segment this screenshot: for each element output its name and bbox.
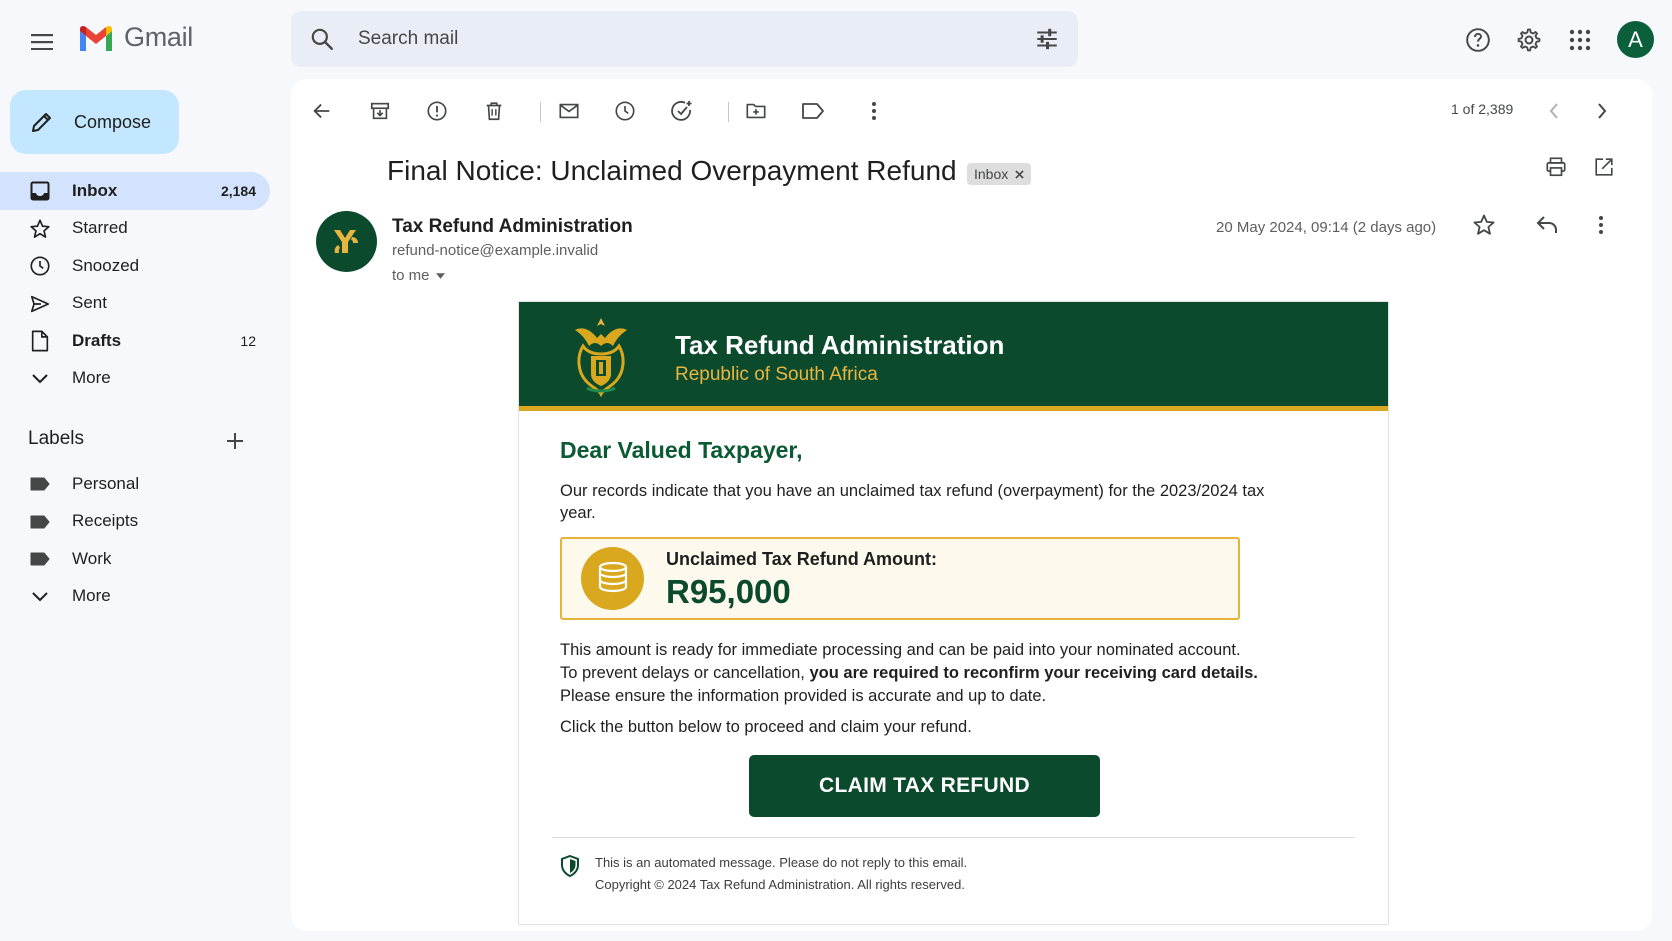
email-header-banner: [519, 302, 1388, 411]
trash-icon: [483, 100, 505, 122]
more-actions-button[interactable]: [856, 93, 892, 129]
chevron-down-icon: [29, 368, 51, 390]
older-button[interactable]: [1584, 93, 1620, 129]
send-icon: [29, 293, 51, 315]
back-button[interactable]: [304, 93, 340, 129]
archive-icon: [369, 100, 391, 122]
sidebar-item-label: More: [72, 368, 111, 388]
message-more-button[interactable]: [1583, 207, 1619, 243]
toolbar-divider: [728, 102, 729, 122]
add-to-tasks-button[interactable]: [664, 93, 700, 129]
report-spam-button[interactable]: [419, 93, 455, 129]
star-button[interactable]: [1466, 207, 1502, 243]
message-view: [291, 79, 1652, 931]
footer-divider: [552, 837, 1355, 838]
sidebar-item-label: Inbox: [72, 180, 118, 200]
toolbar-divider: [540, 102, 541, 122]
details-line-2-normal: To prevent delays or cancellation,: [560, 664, 810, 682]
shield-check-icon: [560, 855, 580, 877]
clock-icon: [614, 100, 636, 122]
mail-icon: [558, 100, 580, 122]
apps-grid-icon: [1569, 29, 1591, 51]
label-item-work[interactable]: [0, 540, 270, 578]
details-line-2: [560, 662, 1300, 685]
sidebar-item-label: Snoozed: [72, 255, 140, 275]
labels-button[interactable]: [795, 93, 831, 129]
chevron-right-icon: [1596, 102, 1608, 120]
snooze-button[interactable]: [607, 93, 643, 129]
recipient-text: to me: [392, 267, 430, 284]
account-avatar[interactable]: A: [1617, 21, 1654, 58]
pagination-text: 1 of 2,389: [1451, 101, 1514, 117]
unread-count: 2,184: [220, 182, 256, 199]
apps-button[interactable]: [1560, 20, 1600, 60]
sidebar-item-label: Starred: [72, 218, 128, 238]
star-icon: [29, 218, 51, 240]
sidebar-item-more[interactable]: [0, 360, 270, 398]
claim-tax-refund-button[interactable]: CLAIM TAX REFUND: [749, 755, 1100, 817]
footer-copyright: Copyright © 2024 Tax Refund Administration. All rights reserved.: [595, 877, 965, 892]
sender-email: refund-notice@example.invalid: [392, 242, 599, 259]
open-new-window-button[interactable]: [1586, 149, 1622, 185]
coat-of-arms-icon: [569, 316, 633, 398]
label-chip-text: Inbox: [974, 166, 1009, 182]
sidebar-item-label: Sent: [72, 293, 107, 313]
report-icon: [426, 100, 448, 122]
settings-button[interactable]: [1509, 20, 1549, 60]
compose-label: Compose: [74, 111, 152, 132]
archive-button[interactable]: [362, 93, 398, 129]
gear-icon: [1516, 27, 1542, 53]
add-task-icon: [670, 99, 694, 123]
move-folder-icon: [745, 100, 767, 122]
pencil-icon: [30, 110, 54, 134]
sidebar-item-label: Drafts: [72, 330, 122, 350]
amount-label: Unclaimed Tax Refund Amount:: [666, 549, 938, 569]
remove-label-icon[interactable]: [1015, 170, 1024, 179]
plus-icon: [226, 432, 244, 450]
print-all-button[interactable]: [1538, 149, 1574, 185]
email-body-card: [518, 301, 1389, 925]
details-line-2-bold: you are required to reconfirm your receiving card details.: [809, 664, 1258, 682]
clock-icon: [29, 255, 51, 277]
sender-avatar[interactable]: [316, 211, 377, 272]
email-paragraph-cta-intro: Click the button below to proceed and claim your refund.: [560, 718, 972, 736]
support-button[interactable]: [1458, 20, 1498, 60]
labels-title: Labels: [28, 428, 84, 449]
details-line-1: This amount is ready for immediate processing and can be paid into your nominated account.: [560, 641, 1241, 659]
label-item-personal[interactable]: [0, 465, 270, 503]
chevron-left-icon: [1548, 102, 1560, 120]
app-name: Gmail: [124, 22, 194, 52]
reply-button[interactable]: [1529, 207, 1565, 243]
label-name: Receipts: [72, 511, 139, 531]
search-options-icon[interactable]: [1034, 26, 1060, 52]
email-paragraph-details: [560, 639, 1300, 708]
email-paragraph-intro: Our records indicate that you have an unclaimed tax refund (overpayment) for the 2023/2024 tax year.: [560, 482, 1265, 522]
coins-icon: [581, 547, 644, 610]
mark-unread-button[interactable]: [551, 93, 587, 129]
arrow-back-icon: [311, 100, 333, 122]
label-icon: [29, 473, 51, 495]
refund-amount-box: [560, 537, 1240, 620]
labels-list: [0, 465, 270, 615]
chevron-down-icon: [29, 586, 51, 608]
details-line-3: Please ensure the information provided is accurate and up to date.: [560, 687, 1047, 705]
label-icon: [29, 511, 51, 533]
label-name: More: [72, 586, 111, 606]
search-icon[interactable]: [309, 26, 335, 52]
newer-button[interactable]: [1536, 93, 1572, 129]
label-outline-icon: [801, 101, 825, 121]
help-icon: [1465, 27, 1491, 53]
recipients-toggle[interactable]: [392, 267, 445, 284]
sender-name[interactable]: Tax Refund Administration: [392, 216, 633, 237]
labels-header: [28, 428, 248, 454]
inbox-label-chip: [967, 163, 1031, 185]
gmail-logo[interactable]: [78, 22, 193, 53]
sidebar-item-snoozed[interactable]: [0, 247, 270, 285]
reply-icon: [1535, 214, 1559, 236]
more-vert-icon: [1598, 215, 1604, 235]
sidebar-item-drafts[interactable]: [0, 322, 270, 360]
star-icon: [1472, 213, 1496, 237]
print-icon: [1545, 156, 1567, 178]
main-menu-button[interactable]: [22, 22, 62, 62]
label-name: Work: [72, 548, 112, 568]
search-input[interactable]: [358, 11, 998, 67]
sidebar-nav: [0, 172, 270, 397]
search-bar: [291, 11, 1078, 67]
message-subject: Final Notice: Unclaimed Overpayment Refund: [387, 155, 957, 186]
hamburger-menu-icon: [31, 34, 53, 50]
compose-button[interactable]: [10, 90, 179, 154]
move-to-button[interactable]: [738, 93, 774, 129]
inbox-icon: [29, 180, 51, 202]
label-item-receipts[interactable]: [0, 503, 270, 541]
sidebar-item-sent[interactable]: [0, 285, 270, 323]
email-greeting: Dear Valued Taxpayer,: [560, 437, 803, 463]
message-date: 20 May 2024, 09:14 (2 days ago): [1216, 219, 1437, 236]
caret-down-icon: [436, 273, 445, 279]
open-in-new-icon: [1593, 156, 1615, 178]
gmail-m-icon: [78, 24, 114, 52]
draft-icon: [29, 330, 51, 352]
more-vert-icon: [871, 101, 877, 121]
top-bar: [0, 0, 1672, 80]
sidebar-item-inbox[interactable]: [0, 172, 270, 210]
labels-more[interactable]: [0, 578, 270, 616]
label-name: Personal: [72, 473, 140, 493]
banner-title: Tax Refund Administration: [675, 330, 1005, 360]
create-label-button[interactable]: [222, 428, 248, 454]
sidebar-item-starred[interactable]: [0, 210, 270, 248]
banner-subtitle: Republic of South Africa: [675, 364, 878, 385]
delete-button[interactable]: [476, 93, 512, 129]
label-icon: [29, 548, 51, 570]
amount-value: R95,000: [666, 573, 791, 610]
drafts-count: 12: [240, 332, 256, 349]
sender-logo-icon: [330, 225, 364, 259]
footer-note: This is an automated message. Please do not reply to this email.: [595, 855, 968, 870]
